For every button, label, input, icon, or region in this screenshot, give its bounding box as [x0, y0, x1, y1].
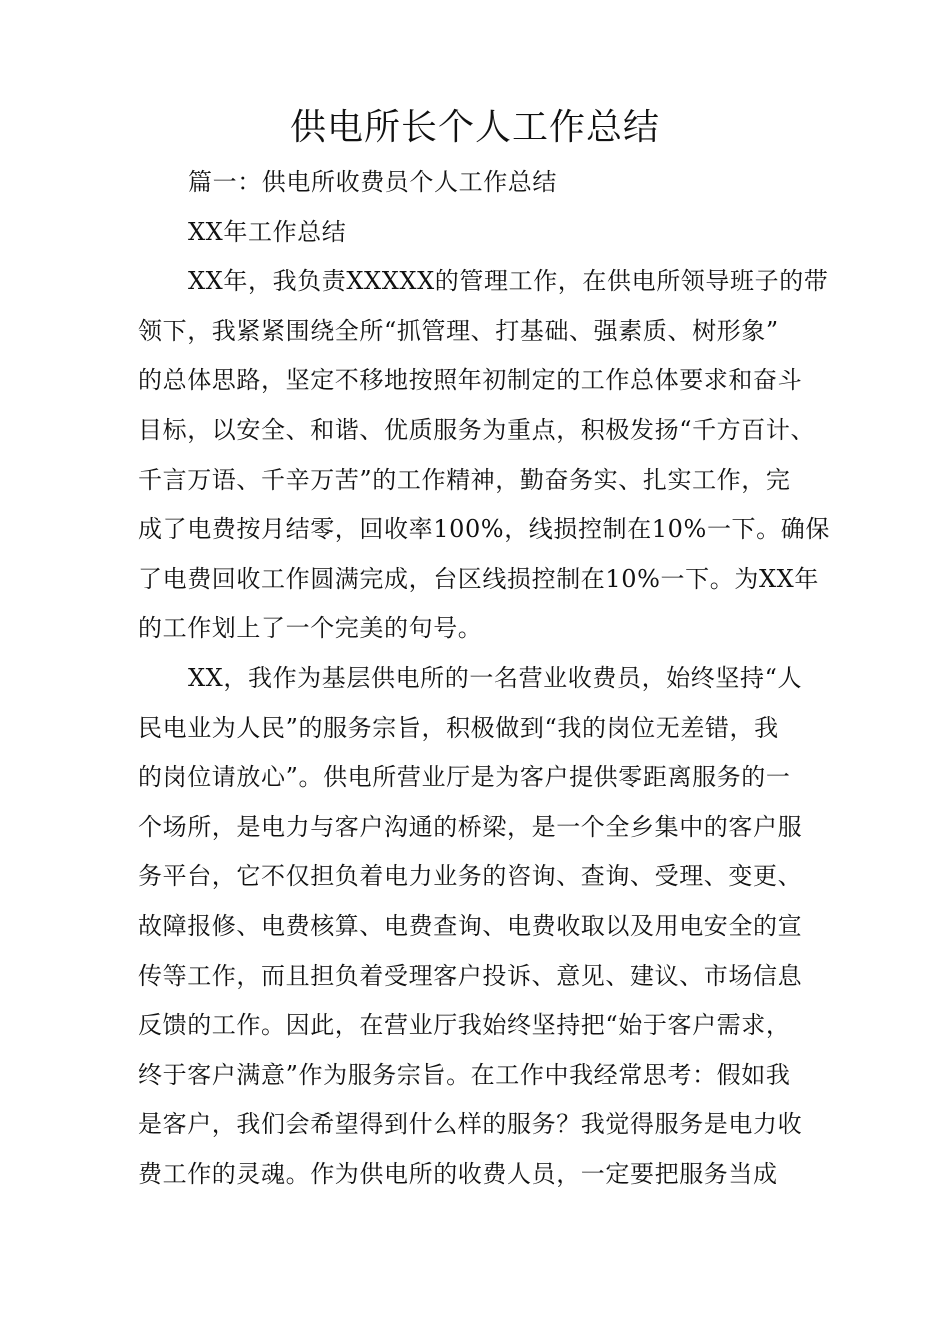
- paragraph-line: 故障报修、电费核算、电费查询、电费收取以及用电安全的宣: [138, 911, 803, 940]
- paragraph-line: 务平台，它不仅担负着电力业务的咨询、查询、受理、变更、: [138, 862, 803, 891]
- paragraph-line: 的工作划上了一个完美的句号。: [138, 614, 483, 643]
- section-heading: 篇一：供电所收费员个人工作总结: [188, 168, 557, 196]
- paragraph-line: XX年，我负责XXXXX的管理工作，在供电所领导班子的带: [188, 267, 829, 296]
- paragraph-line: 成了电费按月结零，回收率100%，线损控制在10%一下。确保: [138, 515, 830, 544]
- paragraph-line: 的总体思路，坚定不移地按照年初制定的工作总体要求和奋斗: [138, 366, 803, 395]
- paragraph-line: 是客户，我们会希望得到什么样的服务？我觉得服务是电力收: [138, 1110, 803, 1139]
- paragraph-line: 目标，以安全、和谐、优质服务为重点，积极发扬“千方百计、: [138, 415, 816, 444]
- document-title: 供电所长个人工作总结: [289, 107, 660, 148]
- paragraph-line: 反馈的工作。因此，在营业厅我始终坚持把“始于客户需求，: [138, 1011, 791, 1040]
- paragraph-line: 了电费回收工作圆满完成，台区线损控制在10%一下。为XX年: [138, 564, 819, 593]
- subheading: XX年工作总结: [188, 217, 347, 246]
- paragraph-line: 千言万语、千辛万苦”的工作精神，勤奋务实、扎实工作，完: [138, 465, 791, 494]
- paragraph-line: 终于客户满意”作为服务宗旨。在工作中我经常思考：假如我: [138, 1060, 791, 1089]
- paragraph-line: 领下，我紧紧围绕全所“抓管理、打基础、强素质、树形象”: [138, 316, 779, 345]
- paragraph-line: 的岗位请放心”。供电所营业厅是为客户提供零距离服务的一: [138, 763, 791, 792]
- paragraph-line: 民电业为人民”的服务宗旨，积极做到“我的岗位无差错，我: [138, 713, 779, 742]
- paragraph-line: 传等工作，而且担负着受理客户投诉、意见、建议、市场信息: [138, 961, 803, 990]
- paragraph-line: XX，我作为基层供电所的一名营业收费员，始终坚持“人: [188, 663, 803, 692]
- document-body: [138, 158, 838, 1199]
- paragraph-line: 费工作的灵魂。作为供电所的收费人员，一定要把服务当成: [138, 1159, 778, 1188]
- paragraph-line: 个场所，是电力与客户沟通的桥梁，是一个全乡集中的客户服: [138, 812, 803, 841]
